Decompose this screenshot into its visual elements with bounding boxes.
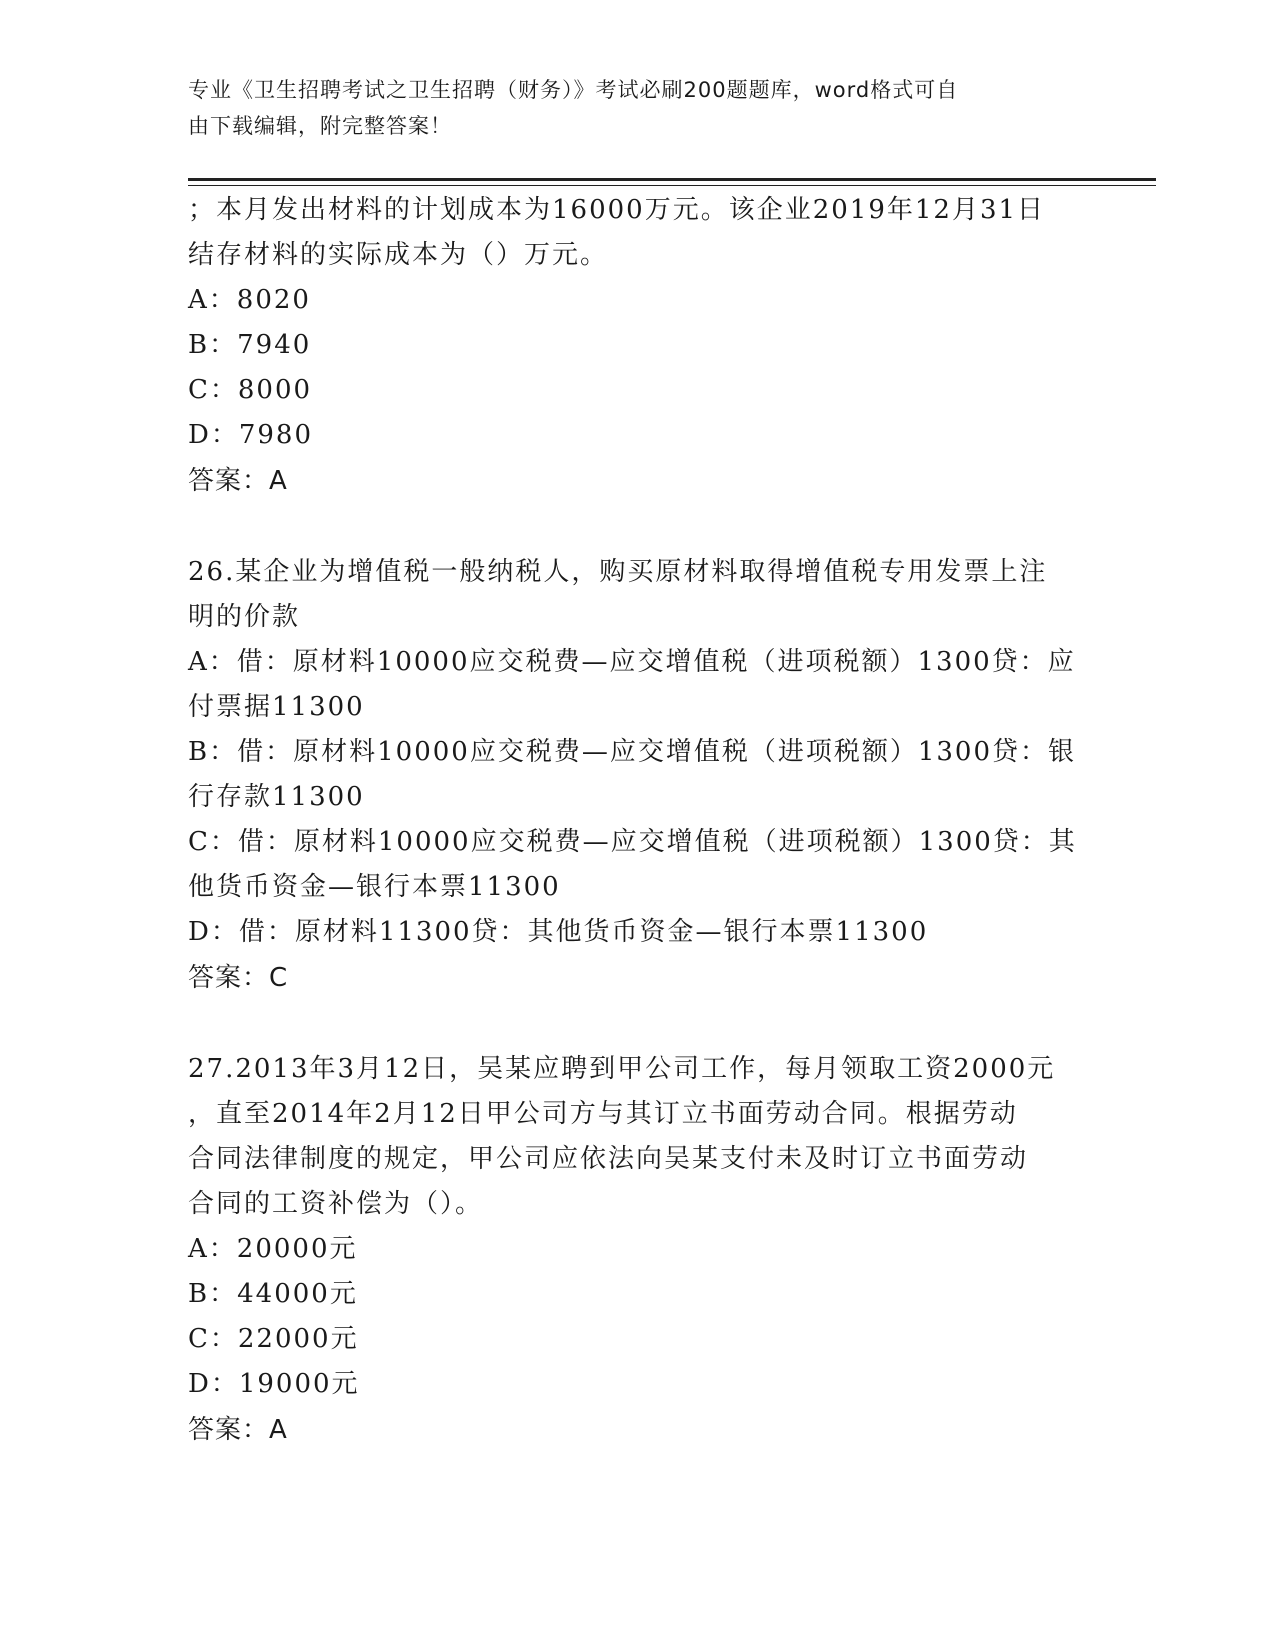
option-b: B：44000元 bbox=[188, 1279, 358, 1309]
option-c: C：8000 bbox=[188, 375, 313, 405]
spacer bbox=[188, 504, 1088, 550]
question-stem: ；本月发出材料的计划成本为16000万元。该企业2019年12月31日 bbox=[188, 195, 1046, 225]
header-rule-thin bbox=[188, 185, 1156, 186]
option-a-cont: 付票据11300 bbox=[188, 692, 365, 722]
option-a: A：8020 bbox=[188, 285, 311, 315]
option-a: A：20000元 bbox=[188, 1234, 358, 1264]
option-d: D：19000元 bbox=[188, 1369, 360, 1399]
option-c-cont: 他货币资金—银行本票11300 bbox=[188, 872, 561, 902]
option-c: C：借：原材料10000应交税费—应交增值税（进项税额）1300贷：其 bbox=[188, 827, 1077, 857]
question-stem: 27.2013年3月12日，吴某应聘到甲公司工作，每月领取工资2000元 bbox=[188, 1054, 1056, 1084]
spacer bbox=[188, 1001, 1088, 1047]
option-b-cont: 行存款11300 bbox=[188, 782, 365, 812]
header-title-line-2: 由下载编辑，附完整答案！ bbox=[188, 114, 452, 138]
question-stem: ，直至2014年2月12日甲公司方与其订立书面劳动合同。根据劳动 bbox=[188, 1099, 1018, 1129]
question-27 bbox=[188, 1047, 1088, 1453]
header-title-line-1: 专业《卫生招聘考试之卫生招聘（财务）》考试必刷200题题库，word格式可自 bbox=[188, 78, 959, 102]
question-25 bbox=[188, 188, 1088, 504]
question-stem: 明的价款 bbox=[188, 602, 301, 632]
option-b: B：借：原材料10000应交税费—应交增值税（进项税额）1300贷：银 bbox=[188, 737, 1076, 767]
option-d: D：借：原材料11300贷：其他货币资金—银行本票11300 bbox=[188, 917, 929, 947]
answer-line: 答案：C bbox=[188, 963, 289, 993]
question-stem: 26.某企业为增值税一般纳税人，购买原材料取得增值税专用发票上注 bbox=[188, 557, 1048, 587]
option-d: D：7980 bbox=[188, 420, 314, 450]
document-body bbox=[188, 188, 1088, 1453]
question-stem: 合同法律制度的规定，甲公司应依法向吴某支付未及时订立书面劳动 bbox=[188, 1144, 1029, 1174]
question-stem: 合同的工资补偿为（）。 bbox=[188, 1189, 484, 1219]
answer-line: 答案：A bbox=[188, 466, 288, 496]
header-rule-thick bbox=[188, 178, 1156, 181]
option-c: C：22000元 bbox=[188, 1324, 359, 1354]
question-26 bbox=[188, 550, 1088, 1001]
question-stem: 结存材料的实际成本为（）万元。 bbox=[188, 240, 609, 270]
answer-line: 答案：A bbox=[188, 1415, 288, 1445]
document-header bbox=[188, 72, 1068, 144]
option-a: A：借：原材料10000应交税费—应交增值税（进项税额）1300贷：应 bbox=[188, 647, 1076, 677]
option-b: B：7940 bbox=[188, 330, 312, 360]
